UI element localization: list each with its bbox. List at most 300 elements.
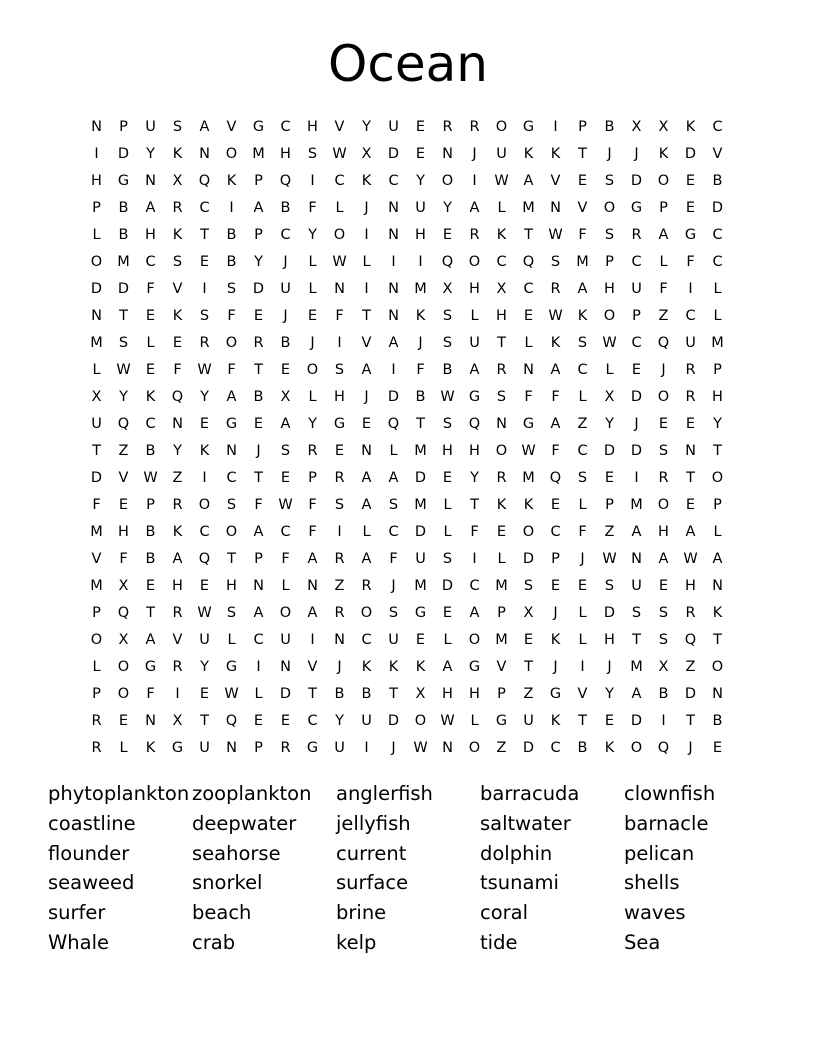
grid-letter[interactable]: D	[711, 199, 724, 216]
grid-letter[interactable]: F	[173, 361, 182, 378]
grid-letter[interactable]: M	[576, 253, 589, 270]
grid-letter[interactable]: Y	[146, 145, 155, 162]
grid-letter[interactable]: D	[630, 442, 643, 459]
grid-letter[interactable]: U	[334, 739, 345, 756]
grid-letter[interactable]: X	[91, 388, 102, 405]
grid-letter[interactable]: K	[523, 496, 534, 513]
grid-letter[interactable]: P	[632, 307, 641, 324]
grid-letter[interactable]: O	[306, 361, 319, 378]
grid-letter[interactable]: Q	[657, 739, 670, 756]
grid-letter[interactable]: K	[712, 604, 723, 621]
grid-letter[interactable]: P	[308, 469, 317, 486]
grid-letter[interactable]: Y	[335, 712, 344, 729]
grid-letter[interactable]: K	[361, 172, 372, 189]
grid-letter[interactable]: W	[548, 307, 563, 324]
grid-letter[interactable]: Q	[549, 469, 562, 486]
grid-letter[interactable]: I	[364, 226, 369, 243]
grid-letter[interactable]: I	[337, 334, 342, 351]
grid-letter[interactable]: I	[553, 118, 558, 135]
grid-letter[interactable]: O	[657, 388, 670, 405]
grid-letter[interactable]: M	[117, 253, 130, 270]
grid-letter[interactable]: O	[603, 199, 616, 216]
grid-letter[interactable]: L	[578, 496, 587, 513]
grid-letter[interactable]: A	[469, 199, 480, 216]
grid-letter[interactable]: D	[117, 145, 130, 162]
grid-letter[interactable]: T	[146, 604, 155, 621]
grid-letter[interactable]: P	[119, 118, 128, 135]
grid-letter[interactable]: C	[712, 226, 723, 243]
grid-letter[interactable]: S	[496, 388, 507, 405]
grid-letter[interactable]: S	[280, 442, 291, 459]
grid-letter[interactable]: S	[550, 253, 561, 270]
grid-letter[interactable]: A	[199, 118, 210, 135]
grid-letter[interactable]: D	[522, 739, 535, 756]
grid-letter[interactable]: R	[685, 361, 696, 378]
grid-letter[interactable]: E	[685, 415, 696, 432]
grid-letter[interactable]: L	[92, 658, 101, 675]
grid-letter[interactable]: K	[658, 145, 669, 162]
grid-letter[interactable]: E	[199, 577, 210, 594]
grid-letter[interactable]: A	[577, 280, 588, 297]
grid-letter[interactable]: X	[118, 631, 129, 648]
grid-letter[interactable]: L	[389, 442, 398, 459]
grid-letter[interactable]: V	[550, 172, 561, 189]
grid-letter[interactable]: S	[199, 307, 210, 324]
grid-letter[interactable]: H	[334, 388, 345, 405]
grid-letter[interactable]: U	[415, 550, 426, 567]
grid-letter[interactable]: D	[630, 388, 643, 405]
grid-letter[interactable]: U	[280, 631, 291, 648]
grid-letter[interactable]: G	[495, 712, 508, 729]
grid-letter[interactable]: C	[361, 631, 372, 648]
grid-letter[interactable]: L	[605, 361, 614, 378]
grid-letter[interactable]: S	[442, 415, 453, 432]
grid-letter[interactable]: P	[146, 496, 155, 513]
grid-letter[interactable]: M	[414, 496, 427, 513]
grid-letter[interactable]: P	[92, 604, 101, 621]
grid-letter[interactable]: P	[605, 253, 614, 270]
grid-letter[interactable]: N	[199, 145, 210, 162]
grid-letter[interactable]: Y	[470, 469, 479, 486]
grid-letter[interactable]: W	[197, 604, 212, 621]
grid-letter[interactable]: H	[415, 226, 426, 243]
grid-letter[interactable]: F	[551, 388, 560, 405]
grid-letter[interactable]: S	[172, 118, 183, 135]
grid-letter[interactable]: T	[578, 145, 587, 162]
grid-letter[interactable]: F	[146, 685, 155, 702]
grid-letter[interactable]: L	[470, 712, 479, 729]
grid-letter[interactable]: S	[523, 577, 534, 594]
grid-letter[interactable]: L	[308, 280, 317, 297]
grid-letter[interactable]: H	[442, 442, 453, 459]
grid-letter[interactable]: Z	[496, 739, 507, 756]
grid-letter[interactable]: L	[362, 523, 371, 540]
grid-letter[interactable]: I	[337, 523, 342, 540]
grid-letter[interactable]: Y	[200, 658, 209, 675]
grid-letter[interactable]: F	[389, 550, 398, 567]
grid-letter[interactable]: E	[658, 415, 669, 432]
grid-letter[interactable]: G	[522, 415, 535, 432]
grid-letter[interactable]: E	[550, 577, 561, 594]
grid-letter[interactable]: O	[333, 226, 346, 243]
grid-letter[interactable]: M	[711, 334, 724, 351]
grid-letter[interactable]: E	[442, 469, 453, 486]
grid-letter[interactable]: K	[415, 307, 426, 324]
grid-letter[interactable]: R	[334, 469, 345, 486]
grid-letter[interactable]: D	[414, 469, 427, 486]
grid-letter[interactable]: A	[361, 361, 372, 378]
grid-letter[interactable]: M	[90, 577, 103, 594]
grid-letter[interactable]: G	[306, 739, 319, 756]
grid-letter[interactable]: N	[388, 280, 399, 297]
grid-letter[interactable]: T	[686, 712, 695, 729]
grid-letter[interactable]: N	[361, 442, 372, 459]
grid-letter[interactable]: I	[310, 172, 315, 189]
grid-letter[interactable]: J	[688, 739, 693, 756]
grid-letter[interactable]: P	[92, 685, 101, 702]
grid-letter[interactable]: T	[200, 226, 209, 243]
grid-letter[interactable]: Z	[577, 415, 588, 432]
grid-letter[interactable]: B	[712, 712, 723, 729]
grid-letter[interactable]: I	[418, 253, 423, 270]
grid-letter[interactable]: C	[226, 469, 237, 486]
grid-letter[interactable]: W	[440, 712, 455, 729]
grid-letter[interactable]: E	[631, 361, 642, 378]
grid-letter[interactable]: J	[310, 334, 315, 351]
grid-letter[interactable]: B	[280, 334, 291, 351]
grid-letter[interactable]: S	[172, 253, 183, 270]
grid-letter[interactable]: I	[364, 739, 369, 756]
grid-letter[interactable]: U	[91, 415, 102, 432]
grid-letter[interactable]: K	[496, 226, 507, 243]
grid-letter[interactable]: S	[226, 496, 237, 513]
grid-letter[interactable]: E	[550, 496, 561, 513]
grid-letter[interactable]: L	[524, 334, 533, 351]
grid-letter[interactable]: C	[145, 253, 156, 270]
grid-letter[interactable]: L	[335, 199, 344, 216]
grid-letter[interactable]: S	[604, 172, 615, 189]
grid-letter[interactable]: U	[631, 280, 642, 297]
grid-letter[interactable]: E	[118, 496, 129, 513]
grid-letter[interactable]: A	[145, 631, 156, 648]
grid-letter[interactable]: G	[252, 118, 265, 135]
grid-letter[interactable]: R	[280, 739, 291, 756]
grid-letter[interactable]: E	[145, 361, 156, 378]
grid-letter[interactable]: M	[414, 442, 427, 459]
grid-letter[interactable]: L	[443, 523, 452, 540]
grid-letter[interactable]: L	[578, 388, 587, 405]
grid-letter[interactable]: G	[333, 415, 346, 432]
grid-letter[interactable]: T	[524, 658, 533, 675]
grid-letter[interactable]: K	[550, 712, 561, 729]
grid-letter[interactable]: G	[414, 604, 427, 621]
grid-letter[interactable]: S	[442, 550, 453, 567]
grid-letter[interactable]: N	[523, 361, 534, 378]
grid-letter[interactable]: L	[92, 361, 101, 378]
grid-letter[interactable]: R	[550, 280, 561, 297]
grid-letter[interactable]: D	[684, 145, 697, 162]
grid-letter[interactable]: I	[310, 631, 315, 648]
grid-letter[interactable]: E	[658, 577, 669, 594]
grid-letter[interactable]: B	[442, 361, 453, 378]
grid-letter[interactable]: F	[659, 280, 668, 297]
grid-letter[interactable]: Y	[713, 415, 722, 432]
grid-letter[interactable]: R	[631, 226, 642, 243]
grid-letter[interactable]: X	[442, 280, 453, 297]
grid-letter[interactable]: G	[225, 415, 238, 432]
grid-letter[interactable]: F	[416, 361, 425, 378]
grid-letter[interactable]: Z	[523, 685, 534, 702]
grid-letter[interactable]: L	[470, 307, 479, 324]
grid-letter[interactable]: A	[523, 172, 534, 189]
grid-letter[interactable]: C	[280, 226, 291, 243]
grid-letter[interactable]: S	[334, 496, 345, 513]
grid-letter[interactable]: D	[603, 442, 616, 459]
grid-letter[interactable]: O	[360, 604, 373, 621]
grid-letter[interactable]: I	[391, 253, 396, 270]
grid-letter[interactable]: J	[634, 415, 639, 432]
grid-letter[interactable]: A	[685, 523, 696, 540]
grid-letter[interactable]: F	[686, 253, 695, 270]
grid-letter[interactable]: Y	[605, 685, 614, 702]
grid-letter[interactable]: J	[607, 145, 612, 162]
grid-letter[interactable]: Q	[117, 415, 130, 432]
grid-letter[interactable]: T	[389, 685, 398, 702]
grid-letter[interactable]: C	[253, 631, 264, 648]
grid-letter[interactable]: W	[548, 226, 563, 243]
grid-letter[interactable]: U	[685, 334, 696, 351]
grid-letter[interactable]: Q	[198, 550, 211, 567]
grid-letter[interactable]: U	[631, 577, 642, 594]
grid-letter[interactable]: C	[631, 334, 642, 351]
grid-letter[interactable]: R	[334, 550, 345, 567]
grid-letter[interactable]: E	[280, 712, 291, 729]
grid-letter[interactable]: I	[175, 685, 180, 702]
grid-letter[interactable]: R	[172, 199, 183, 216]
grid-letter[interactable]: A	[253, 523, 264, 540]
grid-letter[interactable]: A	[550, 415, 561, 432]
grid-letter[interactable]: H	[604, 280, 615, 297]
grid-letter[interactable]: V	[172, 631, 183, 648]
grid-letter[interactable]: M	[522, 199, 535, 216]
grid-letter[interactable]: K	[523, 145, 534, 162]
grid-letter[interactable]: O	[90, 253, 103, 270]
grid-letter[interactable]: Y	[605, 415, 614, 432]
grid-letter[interactable]: L	[362, 253, 371, 270]
grid-letter[interactable]: N	[685, 442, 696, 459]
grid-letter[interactable]: O	[468, 253, 481, 270]
grid-letter[interactable]: T	[713, 442, 722, 459]
grid-letter[interactable]: R	[685, 604, 696, 621]
grid-letter[interactable]: P	[497, 604, 506, 621]
grid-letter[interactable]: G	[225, 658, 238, 675]
grid-letter[interactable]: F	[308, 523, 317, 540]
grid-letter[interactable]: L	[443, 496, 452, 513]
grid-letter[interactable]: U	[361, 712, 372, 729]
grid-letter[interactable]: B	[577, 739, 588, 756]
grid-letter[interactable]: L	[281, 577, 290, 594]
grid-letter[interactable]: S	[388, 604, 399, 621]
grid-letter[interactable]: N	[226, 442, 237, 459]
grid-letter[interactable]: W	[224, 685, 239, 702]
grid-letter[interactable]: K	[172, 145, 183, 162]
grid-letter[interactable]: B	[145, 523, 156, 540]
grid-letter[interactable]: H	[280, 145, 291, 162]
grid-letter[interactable]: J	[472, 145, 477, 162]
grid-letter[interactable]: Y	[173, 442, 182, 459]
grid-letter[interactable]: K	[550, 334, 561, 351]
grid-letter[interactable]: P	[254, 739, 263, 756]
grid-letter[interactable]: T	[632, 631, 641, 648]
grid-letter[interactable]: N	[550, 199, 561, 216]
grid-letter[interactable]: F	[308, 496, 317, 513]
grid-letter[interactable]: M	[630, 658, 643, 675]
grid-letter[interactable]: R	[307, 442, 318, 459]
grid-letter[interactable]: J	[256, 442, 261, 459]
grid-letter[interactable]: O	[441, 172, 454, 189]
grid-letter[interactable]: N	[253, 577, 264, 594]
grid-letter[interactable]: K	[145, 739, 156, 756]
grid-letter[interactable]: H	[685, 577, 696, 594]
grid-letter[interactable]: X	[604, 388, 615, 405]
grid-letter[interactable]: W	[278, 496, 293, 513]
grid-letter[interactable]: N	[172, 415, 183, 432]
grid-letter[interactable]: D	[441, 577, 454, 594]
grid-letter[interactable]: N	[388, 226, 399, 243]
grid-letter[interactable]: H	[172, 577, 183, 594]
grid-letter[interactable]: Y	[308, 415, 317, 432]
grid-letter[interactable]: K	[172, 307, 183, 324]
grid-letter[interactable]: K	[496, 496, 507, 513]
grid-letter[interactable]: E	[307, 307, 318, 324]
grid-letter[interactable]: V	[118, 469, 129, 486]
grid-letter[interactable]: X	[361, 145, 372, 162]
grid-letter[interactable]: W	[197, 361, 212, 378]
grid-letter[interactable]: F	[281, 550, 290, 567]
grid-letter[interactable]: A	[631, 523, 642, 540]
grid-letter[interactable]: X	[658, 658, 669, 675]
grid-letter[interactable]: Y	[416, 172, 425, 189]
grid-letter[interactable]: Q	[387, 415, 400, 432]
grid-letter[interactable]: F	[470, 523, 479, 540]
grid-letter[interactable]: U	[523, 712, 534, 729]
grid-letter[interactable]: R	[253, 334, 264, 351]
grid-letter[interactable]: L	[497, 550, 506, 567]
grid-letter[interactable]: I	[94, 145, 99, 162]
grid-letter[interactable]: C	[712, 253, 723, 270]
grid-letter[interactable]: S	[604, 577, 615, 594]
grid-letter[interactable]: C	[550, 523, 561, 540]
grid-letter[interactable]: Z	[172, 469, 183, 486]
grid-letter[interactable]: N	[442, 739, 453, 756]
grid-letter[interactable]: O	[630, 739, 643, 756]
grid-letter[interactable]: K	[145, 388, 156, 405]
grid-letter[interactable]: L	[443, 631, 452, 648]
grid-letter[interactable]: P	[254, 226, 263, 243]
grid-letter[interactable]: C	[577, 361, 588, 378]
grid-letter[interactable]: O	[279, 604, 292, 621]
grid-letter[interactable]: D	[630, 172, 643, 189]
grid-letter[interactable]: H	[145, 226, 156, 243]
grid-letter[interactable]: B	[604, 118, 615, 135]
grid-letter[interactable]: T	[119, 307, 128, 324]
grid-letter[interactable]: G	[549, 685, 562, 702]
grid-letter[interactable]: S	[118, 334, 129, 351]
grid-letter[interactable]: O	[117, 658, 130, 675]
grid-letter[interactable]: A	[145, 199, 156, 216]
grid-letter[interactable]: B	[118, 226, 129, 243]
grid-letter[interactable]: I	[391, 361, 396, 378]
grid-letter[interactable]: C	[631, 253, 642, 270]
grid-letter[interactable]: E	[253, 307, 264, 324]
grid-letter[interactable]: D	[90, 280, 103, 297]
grid-letter[interactable]: G	[144, 658, 157, 675]
grid-letter[interactable]: H	[307, 118, 318, 135]
grid-letter[interactable]: N	[388, 307, 399, 324]
grid-letter[interactable]: R	[496, 469, 507, 486]
grid-letter[interactable]: K	[415, 658, 426, 675]
grid-letter[interactable]: E	[685, 199, 696, 216]
grid-letter[interactable]: O	[603, 307, 616, 324]
grid-letter[interactable]: V	[361, 334, 372, 351]
grid-letter[interactable]: H	[442, 685, 453, 702]
grid-letter[interactable]: P	[551, 550, 560, 567]
grid-letter[interactable]: C	[712, 118, 723, 135]
grid-letter[interactable]: A	[361, 550, 372, 567]
grid-letter[interactable]: C	[307, 712, 318, 729]
grid-letter[interactable]: P	[605, 496, 614, 513]
grid-letter[interactable]: O	[468, 631, 481, 648]
grid-letter[interactable]: T	[524, 226, 533, 243]
grid-letter[interactable]: E	[442, 604, 453, 621]
grid-letter[interactable]: A	[658, 550, 669, 567]
grid-letter[interactable]: B	[226, 253, 237, 270]
grid-letter[interactable]: W	[332, 145, 347, 162]
grid-letter[interactable]: C	[550, 739, 561, 756]
grid-letter[interactable]: Z	[334, 577, 345, 594]
grid-letter[interactable]: Q	[522, 253, 535, 270]
grid-letter[interactable]: E	[280, 361, 291, 378]
grid-letter[interactable]: Q	[117, 604, 130, 621]
grid-letter[interactable]: R	[469, 118, 480, 135]
grid-letter[interactable]: E	[685, 172, 696, 189]
grid-letter[interactable]: Y	[308, 226, 317, 243]
grid-letter[interactable]: O	[117, 685, 130, 702]
grid-letter[interactable]: D	[630, 712, 643, 729]
grid-letter[interactable]: F	[578, 523, 587, 540]
grid-letter[interactable]: J	[337, 658, 342, 675]
grid-letter[interactable]: D	[387, 712, 400, 729]
grid-letter[interactable]: N	[496, 415, 507, 432]
grid-letter[interactable]: G	[630, 199, 643, 216]
grid-letter[interactable]: V	[334, 118, 345, 135]
grid-letter[interactable]: H	[226, 577, 237, 594]
grid-letter[interactable]: D	[684, 685, 697, 702]
grid-letter[interactable]: L	[308, 253, 317, 270]
grid-letter[interactable]: S	[226, 280, 237, 297]
grid-letter[interactable]: A	[307, 604, 318, 621]
grid-letter[interactable]: Y	[362, 118, 371, 135]
grid-letter[interactable]: E	[604, 469, 615, 486]
grid-letter[interactable]: U	[199, 631, 210, 648]
grid-letter[interactable]: A	[388, 469, 399, 486]
grid-letter[interactable]: I	[256, 658, 261, 675]
grid-letter[interactable]: H	[658, 523, 669, 540]
grid-letter[interactable]: X	[172, 172, 183, 189]
grid-letter[interactable]: Z	[658, 307, 669, 324]
grid-letter[interactable]: K	[199, 442, 210, 459]
grid-letter[interactable]: M	[414, 280, 427, 297]
